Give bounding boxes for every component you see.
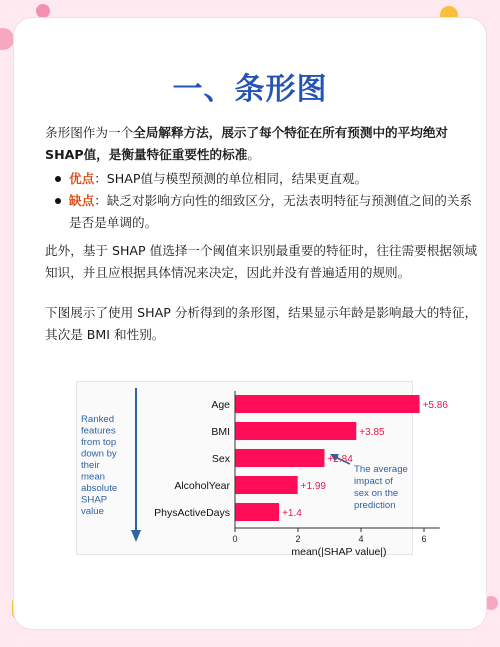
bar [235, 476, 298, 494]
side-note-line: down by [81, 448, 117, 460]
x-tick-label: 2 [295, 534, 301, 544]
decor-bubble-top [36, 4, 50, 18]
decor-bubble-top-left [0, 28, 14, 50]
intro-paragraph [45, 122, 485, 166]
bar [235, 449, 324, 467]
x-tick-label: 0 [232, 534, 238, 544]
category-label: PhysActiveDays [154, 507, 230, 519]
side-note-line: absolute [81, 483, 118, 494]
value-label: +3.85 [359, 427, 385, 438]
x-axis-title: mean(|SHAP value|) [291, 546, 387, 558]
list-item-pros [52, 168, 484, 190]
bullet-dot-icon [55, 198, 61, 204]
category-label: AlcoholYear [174, 480, 230, 492]
value-label: +1.99 [300, 481, 326, 492]
shap-bar-chart-figure [76, 381, 448, 558]
pros-label: 优点 [69, 171, 95, 186]
cons-label: 缺点 [69, 193, 95, 208]
callout-line: prediction [354, 500, 396, 511]
x-tick-label: 4 [358, 534, 364, 544]
x-tick-label: 6 [421, 534, 427, 544]
cons-text: ：缺乏对影响方向性的细致区分，无法表明特征与预测值之间的关系是否是单调的。 [69, 193, 472, 230]
shap-bar-chart [77, 382, 448, 558]
side-note-line: value [81, 506, 104, 517]
bar [235, 422, 356, 440]
value-label: +5.86 [422, 400, 448, 411]
ranked-features-note [81, 414, 117, 517]
category-label: BMI [211, 426, 230, 438]
side-note-line: mean [81, 471, 105, 483]
value-label: +2.84 [327, 454, 353, 465]
side-note-line: Ranked [81, 414, 115, 425]
decor-bubble-bottom-right [484, 596, 498, 610]
list-item-cons [52, 190, 484, 234]
value-label: +1.4 [282, 508, 302, 519]
intro-text-end: 。 [247, 147, 260, 162]
category-label: Age [211, 399, 230, 411]
side-note-line: SHAP [81, 494, 108, 506]
bar [235, 503, 279, 521]
bullet-dot-icon [55, 176, 61, 182]
page-title: 一、条形图 [172, 72, 328, 107]
side-note-line: from top [81, 437, 117, 448]
figure-intro-paragraph: 下图展示了使用 SHAP 分析得到的条形图，结果显示年龄是影响最大的特征，其次是 BMI 和性别。 [45, 305, 478, 342]
bar [235, 395, 420, 413]
callout-line: The average [354, 464, 408, 475]
threshold-paragraph: 此外，基于 SHAP 值选择一个阈值来识别最重要的特征时，往往需要根据领域知识，并且应根据具体情况来决定，因此并没有普遍适用的规则。 [45, 243, 478, 280]
intro-text-start: 条形图作为一个 [45, 125, 134, 140]
callout-line: impact of [354, 476, 393, 487]
side-note-line: their [81, 460, 100, 471]
callout-line: sex on the [354, 488, 399, 499]
intro-bold-text: 全局解释方法，展示了每个特征在所有预测中的平均绝对SHAP值，是衡量特征重要性的标准 [45, 125, 448, 162]
side-note-line: features [81, 425, 116, 437]
pros-cons-list [52, 168, 484, 234]
bar-series [154, 395, 448, 521]
rank-arrow-head [131, 530, 141, 542]
sex-impact-callout [354, 464, 408, 511]
x-axis [232, 391, 439, 558]
category-label: Sex [211, 453, 230, 465]
pros-text: ：SHAP值与模型预测的单位相同，结果更直观。 [94, 171, 368, 186]
